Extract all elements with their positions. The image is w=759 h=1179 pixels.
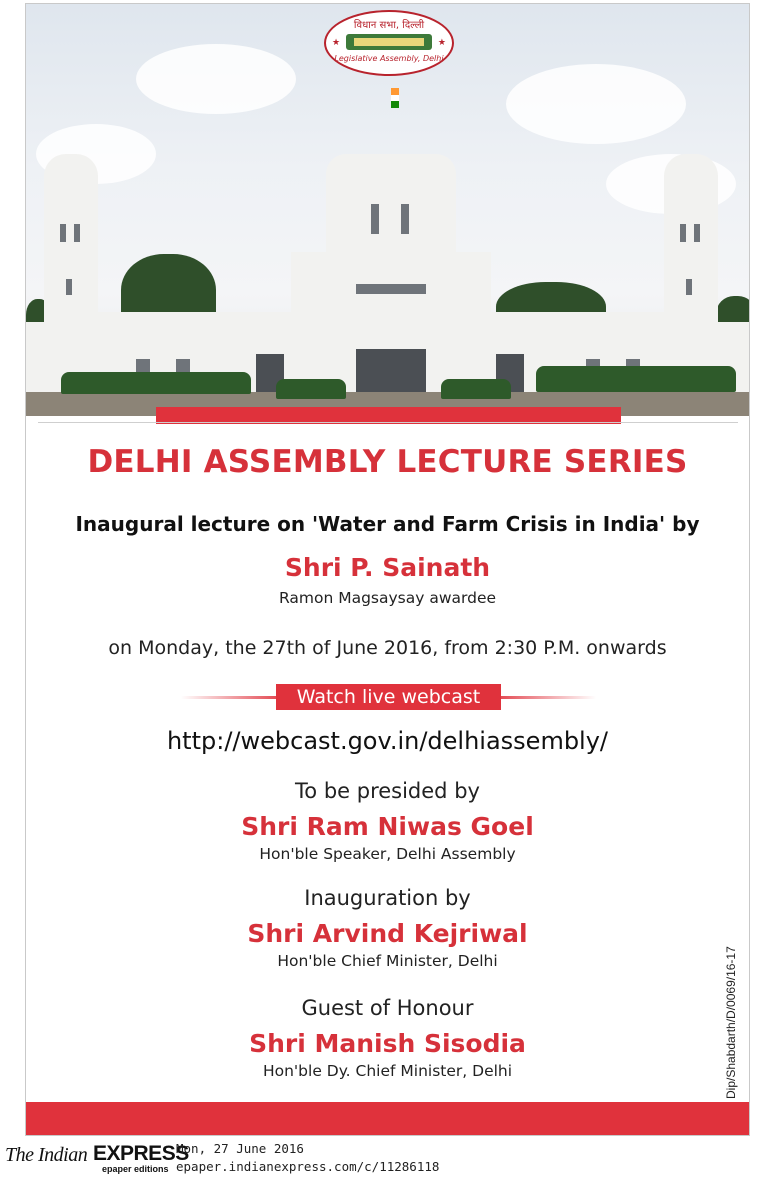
page-title: DELHI ASSEMBLY LECTURE SERIES: [87, 444, 688, 480]
webcast-divider-right: [486, 696, 596, 699]
lecture-intro: Inaugural lecture on 'Water and Farm Crisis in India' by: [75, 512, 700, 536]
ad-reference-code: Dip/Shabdarth/D/0069/16-17: [724, 946, 738, 1099]
watch-live-webcast-banner: Watch live webcast: [276, 684, 501, 710]
emblem-building-icon: [346, 34, 432, 50]
emblem-english-text: Legislative Assembly, Delhi: [334, 54, 444, 63]
presided-title: Hon'ble Speaker, Delhi Assembly: [259, 845, 516, 863]
guest-name: Shri Manish Sisodia: [249, 1029, 526, 1058]
indian-express-logo: [5, 1141, 189, 1177]
footer-date: Mon, 27 June 2016: [176, 1141, 304, 1156]
presided-caption: To be presided by: [295, 779, 480, 803]
webcast-url: http://webcast.gov.in/delhiassembly/: [166, 727, 609, 755]
inauguration-caption: Inauguration by: [304, 886, 471, 910]
legislative-assembly-emblem: [324, 10, 454, 76]
inauguration-name: Shri Arvind Kejriwal: [247, 919, 528, 948]
logo-the-indian: The Indian: [5, 1144, 88, 1166]
logo-edition: epaper editions: [102, 1164, 169, 1174]
star-icon: ★: [332, 38, 341, 48]
webcast-divider-left: [181, 696, 291, 699]
emblem-hindi-text: विधान सभा, दिल्ली: [353, 20, 425, 31]
flag-icon: [391, 88, 399, 108]
speaker-title: Ramon Magsaysay awardee: [278, 589, 497, 607]
divider-line: [38, 422, 738, 423]
guest-title: Hon'ble Dy. Chief Minister, Delhi: [262, 1062, 513, 1080]
speaker-name: Shri P. Sainath: [284, 553, 491, 582]
star-icon: ★: [437, 38, 446, 48]
footer-url[interactable]: epaper.indianexpress.com/c/11286118: [176, 1159, 440, 1174]
guest-caption: Guest of Honour: [301, 996, 474, 1020]
footer-meta: [176, 1140, 439, 1176]
event-date-line: on Monday, the 27th of June 2016, from 2:30 P.M. onwards: [108, 637, 667, 659]
assembly-building-photo: [26, 4, 749, 416]
red-divider-bottom: [26, 1102, 749, 1136]
logo-express: EXPRESS: [93, 1142, 189, 1165]
presided-name: Shri Ram Niwas Goel: [241, 812, 534, 841]
inauguration-title: Hon'ble Chief Minister, Delhi: [277, 952, 498, 970]
advertisement: [25, 3, 750, 1136]
